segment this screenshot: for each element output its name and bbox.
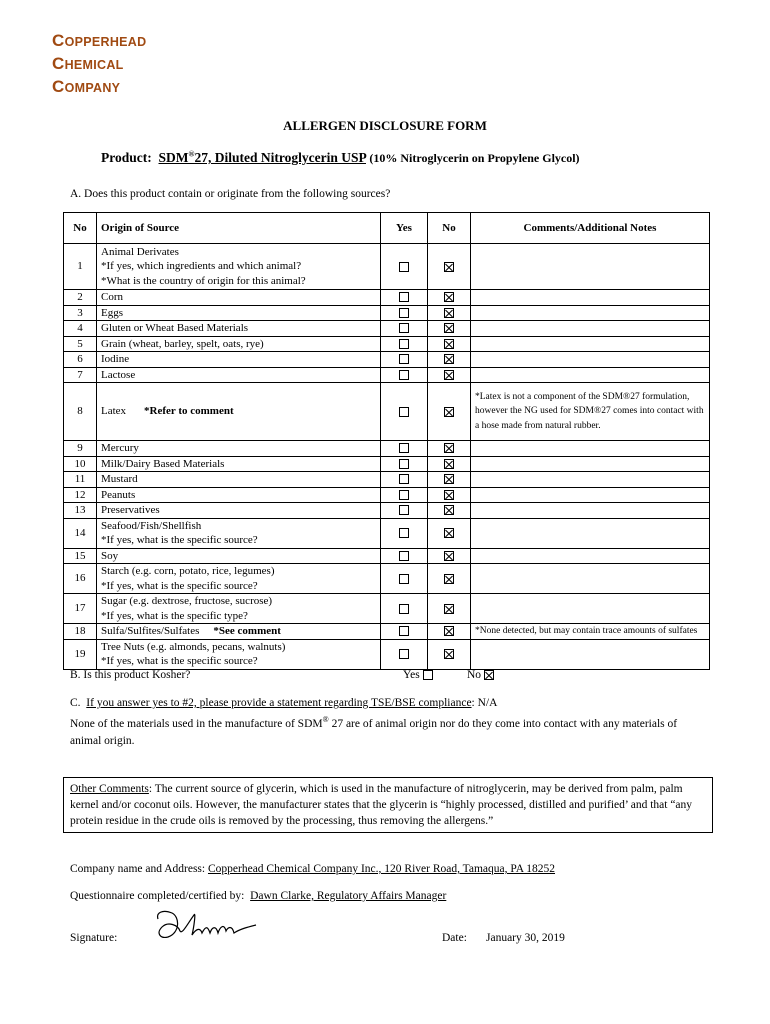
origin-line: *If yes, which ingredients and which animal?: [101, 260, 302, 273]
row-comment: [471, 336, 710, 352]
origin-line: Gluten or Wheat Based Materials: [101, 322, 249, 334]
row-yes-cell: [381, 503, 428, 519]
table-header-row: [64, 213, 710, 244]
company-value: Copperhead Chemical Company Inc., 120 River Road, Tamaqua, PA 18252: [207, 863, 556, 875]
table-row: [64, 503, 710, 519]
table-row: [64, 352, 710, 368]
table-row: [64, 367, 710, 383]
no-checkbox[interactable]: [444, 354, 454, 364]
row-no-cell: [428, 564, 471, 594]
row-origin: [97, 352, 381, 368]
row-yes-cell: [381, 487, 428, 503]
row-origin: [97, 367, 381, 383]
yes-checkbox[interactable]: [399, 323, 409, 333]
row-comment: [471, 639, 710, 669]
yes-checkbox[interactable]: [399, 370, 409, 380]
yes-checkbox[interactable]: [399, 490, 409, 500]
row-origin: [97, 564, 381, 594]
row-number: 16: [64, 564, 97, 594]
header-comments: Comments/Additional Notes: [471, 213, 710, 244]
certified-by: [70, 888, 446, 905]
row-yes-cell: [381, 518, 428, 548]
yes-checkbox[interactable]: [399, 474, 409, 484]
row-yes-cell: [381, 321, 428, 337]
origin-line: Peanuts: [101, 488, 136, 501]
origin-line: Preservatives: [101, 504, 160, 516]
row-no-cell: [428, 352, 471, 368]
row-origin: [97, 321, 381, 337]
origin-line: Starch (e.g. corn, potato, rice, legumes): [101, 565, 275, 577]
row-comment: [471, 456, 710, 472]
header-no-answer: No: [428, 213, 471, 244]
table-row: [64, 441, 710, 457]
question-c: C. If you answer yes to #2, please provide a statement regarding TSE/BSE compliance: N/A: [70, 697, 498, 709]
table-row: [64, 383, 710, 441]
row-comment: [471, 367, 710, 383]
origin-line: Iodine: [101, 353, 130, 365]
row-origin: [97, 639, 381, 669]
kosher-yes-label: Yes: [403, 669, 420, 681]
row-yes-cell: [381, 594, 428, 624]
yes-checkbox[interactable]: [399, 354, 409, 364]
row-yes-cell: [381, 456, 428, 472]
row-comment: *None detected, but may contain trace amounts of sulfates: [471, 624, 710, 640]
row-yes-cell: [381, 472, 428, 488]
row-comment: [471, 290, 710, 306]
tse-statement: None of the materials used in the manufacture of SDM® 27 are of animal origin nor do they come into contact with any materials of animal origin.: [70, 715, 678, 747]
row-no-cell: [428, 383, 471, 441]
row-number: 17: [64, 594, 97, 624]
yes-checkbox[interactable]: [399, 459, 409, 469]
row-comment: [471, 472, 710, 488]
yes-checkbox[interactable]: [399, 505, 409, 515]
row-comment: [471, 321, 710, 337]
no-checkbox[interactable]: [444, 474, 454, 484]
row-comment: [471, 244, 710, 290]
no-checkbox[interactable]: [444, 528, 454, 538]
no-checkbox[interactable]: [444, 443, 454, 453]
row-yes-cell: [381, 367, 428, 383]
form-title: ALLERGEN DISCLOSURE FORM: [283, 118, 487, 133]
origin-line: Lactose: [101, 368, 136, 381]
origin-line: Mustard: [101, 473, 138, 485]
origin-line: *If yes, what is the specific type?: [101, 609, 248, 622]
row-number: 3: [64, 305, 97, 321]
table-row: [64, 290, 710, 306]
company-logo: COPPERHEAD CHEMICAL COMPANY: [52, 31, 147, 96]
no-checkbox[interactable]: [444, 604, 454, 614]
kosher-no: [467, 667, 494, 684]
row-yes-cell: [381, 290, 428, 306]
row-number: 15: [64, 548, 97, 564]
row-comment: [471, 503, 710, 519]
company-address: [70, 861, 555, 878]
product-line: Product: SDM®27, Diluted Nitroglycerin USP (10% Nitroglycerin on Propylene Glycol): [101, 149, 580, 165]
table-row: [64, 244, 710, 290]
row-number: 10: [64, 456, 97, 472]
row-comment: [471, 305, 710, 321]
origin-note: *See comment: [213, 625, 281, 637]
origin-line: Milk/Dairy Based Materials: [101, 457, 225, 470]
row-number: 1: [64, 244, 97, 290]
header-no: No: [64, 213, 97, 244]
row-number: 2: [64, 290, 97, 306]
origin-line: Grain (wheat, barley, spelt, oats, rye): [101, 337, 264, 350]
table-row: [64, 564, 710, 594]
row-no-cell: [428, 487, 471, 503]
yes-checkbox[interactable]: [399, 407, 409, 417]
other-comments-box: [63, 777, 713, 833]
row-no-cell: [428, 441, 471, 457]
yes-checkbox[interactable]: [399, 339, 409, 349]
no-checkbox[interactable]: [444, 407, 454, 417]
row-yes-cell: [381, 352, 428, 368]
origin-line: Seafood/Fish/Shellfish: [101, 519, 202, 532]
row-number: 7: [64, 367, 97, 383]
row-yes-cell: [381, 441, 428, 457]
allergen-table: [63, 212, 710, 670]
no-checkbox[interactable]: [444, 339, 454, 349]
table-row: [64, 336, 710, 352]
row-origin: [97, 624, 381, 640]
row-comment: *Latex is not a component of the SDM®27 formulation, however the NG used for SDM®27 comes into contact with a hose made from natural rubber.: [471, 383, 710, 441]
row-no-cell: [428, 290, 471, 306]
origin-label: Sulfa/Sulfites/Sulfates: [101, 625, 200, 637]
row-yes-cell: [381, 305, 428, 321]
row-no-cell: [428, 548, 471, 564]
row-no-cell: [428, 456, 471, 472]
yes-checkbox[interactable]: [399, 308, 409, 318]
row-no-cell: [428, 336, 471, 352]
certified-label: Questionnaire completed/certified by:: [70, 890, 245, 902]
origin-label: Latex: [101, 405, 127, 418]
row-yes-cell: [381, 244, 428, 290]
row-no-cell: [428, 503, 471, 519]
no-checkbox[interactable]: [444, 262, 454, 272]
table-row: [64, 305, 710, 321]
no-checkbox[interactable]: [444, 626, 454, 636]
row-comment: [471, 352, 710, 368]
other-comments-label: Other Comments: [70, 783, 149, 795]
row-number: 9: [64, 441, 97, 457]
row-origin: [97, 290, 381, 306]
header-origin: Origin of Source: [97, 213, 381, 244]
origin-line: Eggs: [101, 306, 123, 319]
row-number: 14: [64, 518, 97, 548]
row-number: 12: [64, 487, 97, 503]
row-yes-cell: [381, 624, 428, 640]
yes-checkbox[interactable]: [399, 443, 409, 453]
row-comment: [471, 594, 710, 624]
yes-checkbox[interactable]: [399, 262, 409, 272]
certified-value: Dawn Clarke, Regulatory Affairs Manager: [250, 890, 447, 902]
row-yes-cell: [381, 564, 428, 594]
row-no-cell: [428, 472, 471, 488]
table-row: [64, 518, 710, 548]
row-origin: [97, 503, 381, 519]
row-comment: [471, 564, 710, 594]
row-origin: [97, 472, 381, 488]
origin-line: [101, 404, 376, 419]
origin-line: *If yes, what is the specific source?: [101, 534, 258, 546]
row-no-cell: [428, 367, 471, 383]
yes-checkbox[interactable]: [399, 528, 409, 538]
kosher-no-label: No: [467, 669, 482, 681]
table-row: [64, 456, 710, 472]
no-checkbox[interactable]: [444, 308, 454, 318]
kosher-yes: [403, 667, 433, 684]
other-comments-text: : The current source of glycerin, which is used in the manufacture of nitroglycerin, may be derived from palm, palm kernel and/or coconut oils. However, the manufacturer states that the glycerin is “highly processed, distilled and purified’ and that “any protein residue in the crude oils is removed by the processing, thus removing the allergens.”: [70, 783, 693, 827]
row-origin: [97, 244, 381, 290]
row-comment: [471, 548, 710, 564]
table-row: [64, 624, 710, 640]
row-no-cell: [428, 244, 471, 290]
table-row: [64, 548, 710, 564]
row-origin: [97, 548, 381, 564]
row-no-cell: [428, 305, 471, 321]
origin-line: Corn: [101, 291, 123, 303]
no-checkbox[interactable]: [444, 574, 454, 584]
row-yes-cell: [381, 336, 428, 352]
origin-line: *If yes, what is the specific source?: [101, 655, 258, 667]
row-number: 11: [64, 472, 97, 488]
question-a: A. Does this product contain or originate from the following sources?: [70, 188, 391, 200]
origin-line: *If yes, what is the specific source?: [101, 579, 258, 592]
origin-line: Tree Nuts (e.g. almonds, pecans, walnuts): [101, 640, 286, 653]
row-origin: [97, 441, 381, 457]
row-origin: [97, 456, 381, 472]
table-row: [64, 487, 710, 503]
date-label: Date:: [442, 932, 467, 944]
question-b: B. Is this product Kosher?: [70, 669, 191, 681]
yes-checkbox[interactable]: [399, 649, 409, 659]
row-origin: [97, 336, 381, 352]
origin-line: [101, 624, 376, 639]
row-number: 6: [64, 352, 97, 368]
row-yes-cell: [381, 639, 428, 669]
row-no-cell: [428, 624, 471, 640]
signature-image: [150, 905, 260, 945]
row-number: 8: [64, 383, 97, 441]
row-no-cell: [428, 321, 471, 337]
row-origin: [97, 383, 381, 441]
row-number: 18: [64, 624, 97, 640]
no-checkbox[interactable]: [444, 505, 454, 515]
kosher-no-checkbox[interactable]: [484, 670, 494, 680]
origin-line: *What is the country of origin for this animal?: [101, 274, 306, 287]
row-number: 19: [64, 639, 97, 669]
row-comment: [471, 441, 710, 457]
origin-line: Soy: [101, 549, 119, 562]
no-checkbox[interactable]: [444, 551, 454, 561]
date-value: January 30, 2019: [486, 932, 565, 944]
no-checkbox[interactable]: [444, 323, 454, 333]
origin-note: *Refer to comment: [144, 405, 234, 418]
row-comment: [471, 487, 710, 503]
yes-checkbox[interactable]: [399, 626, 409, 636]
row-comment: [471, 518, 710, 548]
row-no-cell: [428, 594, 471, 624]
yes-checkbox[interactable]: [399, 604, 409, 614]
row-number: 5: [64, 336, 97, 352]
row-number: 4: [64, 321, 97, 337]
no-checkbox[interactable]: [444, 490, 454, 500]
table-row: [64, 321, 710, 337]
table-row: [64, 639, 710, 669]
row-origin: [97, 487, 381, 503]
origin-line: Sugar (e.g. dextrose, fructose, sucrose): [101, 595, 273, 607]
no-checkbox[interactable]: [444, 459, 454, 469]
row-no-cell: [428, 639, 471, 669]
signature-label: Signature:: [70, 932, 118, 944]
row-no-cell: [428, 518, 471, 548]
table-row: [64, 472, 710, 488]
row-origin: [97, 305, 381, 321]
yes-checkbox[interactable]: [399, 292, 409, 302]
no-checkbox[interactable]: [444, 292, 454, 302]
no-checkbox[interactable]: [444, 649, 454, 659]
header-yes: Yes: [381, 213, 428, 244]
kosher-yes-checkbox[interactable]: [423, 670, 433, 680]
row-origin: [97, 518, 381, 548]
row-yes-cell: [381, 548, 428, 564]
company-label: Company name and Address:: [70, 863, 206, 875]
row-origin: [97, 594, 381, 624]
table-row: [64, 594, 710, 624]
no-checkbox[interactable]: [444, 370, 454, 380]
origin-line: Animal Derivates: [101, 245, 179, 258]
yes-checkbox[interactable]: [399, 574, 409, 584]
row-number: 13: [64, 503, 97, 519]
row-yes-cell: [381, 383, 428, 441]
origin-line: Mercury: [101, 442, 139, 454]
yes-checkbox[interactable]: [399, 551, 409, 561]
